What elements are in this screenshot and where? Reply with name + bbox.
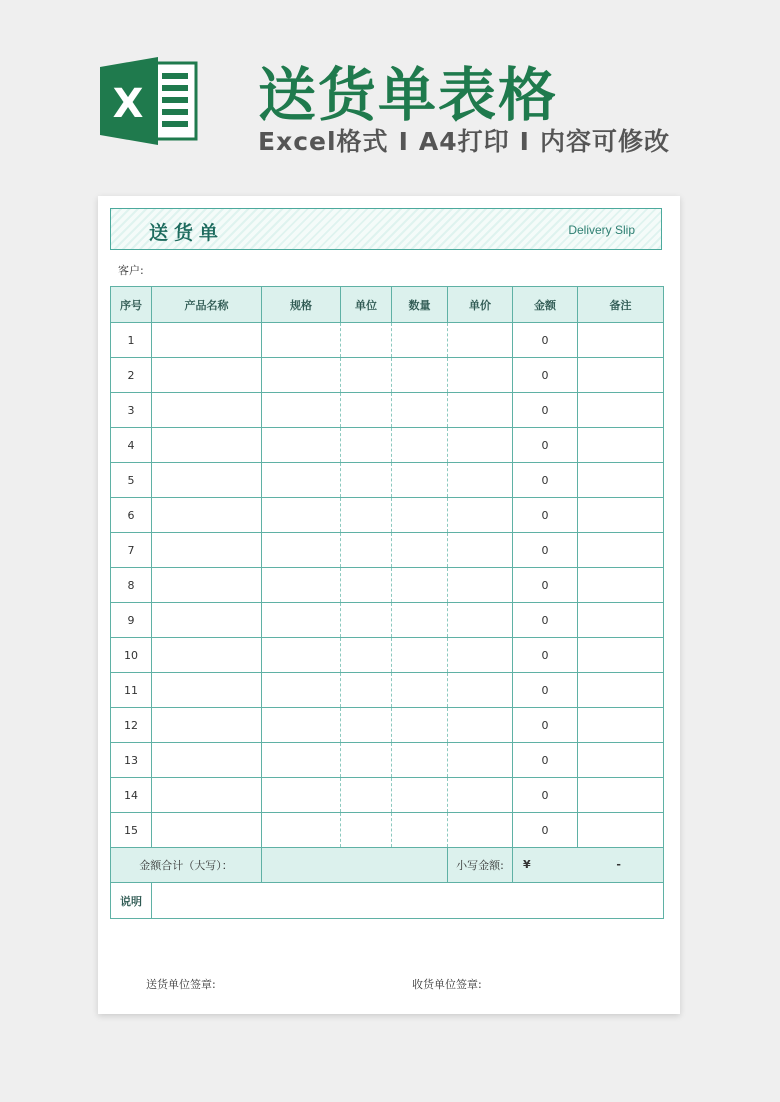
row-spec[interactable] [262,323,341,358]
row-amount: 0 [513,778,578,813]
row-spec[interactable] [262,778,341,813]
row-unit[interactable] [341,358,392,393]
row-price[interactable] [448,358,513,393]
row-remark[interactable] [578,708,664,743]
row-spec[interactable] [262,708,341,743]
row-unit[interactable] [341,498,392,533]
row-no: 7 [111,533,152,568]
row-amount: 0 [513,463,578,498]
row-unit[interactable] [341,463,392,498]
row-remark[interactable] [578,813,664,848]
row-unit[interactable] [341,568,392,603]
row-no: 15 [111,813,152,848]
row-product[interactable] [152,358,262,393]
page-subtitle [258,122,670,158]
total-row [111,848,664,883]
row-product[interactable] [152,778,262,813]
row-no: 11 [111,673,152,708]
row-qty[interactable] [392,358,448,393]
delivery-slip-sheet [98,196,680,1014]
row-unit[interactable] [341,393,392,428]
col-header-spec: 规格 [262,287,341,323]
row-remark[interactable] [578,393,664,428]
row-spec[interactable] [262,603,341,638]
row-product[interactable] [152,708,262,743]
row-unit[interactable] [341,708,392,743]
table-row [111,568,664,603]
row-product[interactable] [152,603,262,638]
total-lower-cell[interactable] [513,848,664,883]
row-remark[interactable] [578,743,664,778]
row-product[interactable] [152,638,262,673]
table-row [111,708,664,743]
row-remark[interactable] [578,428,664,463]
row-amount: 0 [513,813,578,848]
row-no: 13 [111,743,152,778]
total-lower-label: 小写金额: [448,848,513,883]
row-unit[interactable] [341,323,392,358]
row-product[interactable] [152,323,262,358]
row-no: 2 [111,358,152,393]
row-no: 9 [111,603,152,638]
row-amount: 0 [513,393,578,428]
row-amount: 0 [513,673,578,708]
row-no: 10 [111,638,152,673]
col-header-qty: 数量 [392,287,448,323]
row-remark[interactable] [578,603,664,638]
row-unit[interactable] [341,603,392,638]
row-remark[interactable] [578,533,664,568]
total-value: - [616,858,621,871]
row-qty[interactable] [392,393,448,428]
table-row [111,673,664,708]
row-amount: 0 [513,498,578,533]
row-qty[interactable] [392,743,448,778]
subtitle-separator: I [398,127,409,156]
col-header-amount: 金额 [513,287,578,323]
row-spec[interactable] [262,813,341,848]
row-spec[interactable] [262,743,341,778]
row-no: 3 [111,393,152,428]
row-qty[interactable] [392,673,448,708]
row-price[interactable] [448,603,513,638]
row-qty[interactable] [392,708,448,743]
row-qty[interactable] [392,603,448,638]
col-header-no: 序号 [111,287,152,323]
row-no: 6 [111,498,152,533]
table-row [111,428,664,463]
row-unit[interactable] [341,743,392,778]
row-remark[interactable] [578,358,664,393]
row-qty[interactable] [392,533,448,568]
row-unit[interactable] [341,533,392,568]
sheet-banner [110,208,662,250]
row-price[interactable] [448,673,513,708]
row-remark[interactable] [578,323,664,358]
row-price[interactable] [448,743,513,778]
col-header-price: 单价 [448,287,513,323]
table-row [111,358,664,393]
banner-title: 送货单 [149,222,225,244]
row-no: 1 [111,323,152,358]
table-row [111,533,664,568]
row-product[interactable] [152,568,262,603]
note-label: 说明 [111,883,152,919]
row-product[interactable] [152,463,262,498]
row-price[interactable] [448,393,513,428]
excel-logo-icon [100,55,200,147]
row-qty[interactable] [392,568,448,603]
row-product[interactable] [152,533,262,568]
row-amount: 0 [513,323,578,358]
row-no: 12 [111,708,152,743]
table-row [111,813,664,848]
row-price[interactable] [448,638,513,673]
table-row [111,393,664,428]
row-qty[interactable] [392,498,448,533]
row-amount: 0 [513,743,578,778]
row-remark[interactable] [578,638,664,673]
table-row [111,778,664,813]
subtitle-separator: I [519,127,530,156]
row-remark[interactable] [578,498,664,533]
svg-text:X: X [112,81,144,127]
row-product[interactable] [152,393,262,428]
receiver-sign-label: 收货单位签章: [412,978,482,991]
row-price[interactable] [448,778,513,813]
col-header-remark: 备注 [578,287,664,323]
row-qty[interactable] [392,778,448,813]
row-price[interactable] [448,813,513,848]
row-spec[interactable] [262,673,341,708]
row-price[interactable] [448,463,513,498]
row-product[interactable] [152,428,262,463]
row-spec[interactable] [262,498,341,533]
row-unit[interactable] [341,428,392,463]
subtitle-editable: 内容可修改 [539,127,670,156]
page-title: 送货单表格 [258,61,559,129]
sender-sign-label: 送货单位签章: [146,978,216,991]
row-amount: 0 [513,708,578,743]
row-price[interactable] [448,568,513,603]
row-spec[interactable] [262,568,341,603]
row-price[interactable] [448,533,513,568]
row-unit[interactable] [341,778,392,813]
note-cell[interactable] [152,883,664,919]
row-product[interactable] [152,673,262,708]
row-price[interactable] [448,428,513,463]
col-header-unit: 单位 [341,287,392,323]
table-row [111,638,664,673]
row-no: 5 [111,463,152,498]
row-spec[interactable] [262,428,341,463]
table-row [111,498,664,533]
total-upper-cell[interactable] [262,848,448,883]
row-price[interactable] [448,708,513,743]
subtitle-format: Excel格式 [258,127,389,156]
row-remark[interactable] [578,778,664,813]
subtitle-print: A4打印 [418,127,510,156]
row-qty[interactable] [392,463,448,498]
delivery-table [110,286,664,919]
total-upper-label: 金额合计（大写）： [111,848,262,883]
row-amount: 0 [513,638,578,673]
row-no: 8 [111,568,152,603]
row-unit[interactable] [341,638,392,673]
row-qty[interactable] [392,638,448,673]
row-amount: 0 [513,603,578,638]
row-remark[interactable] [578,568,664,603]
row-no: 14 [111,778,152,813]
note-row [111,883,664,919]
row-unit[interactable] [341,813,392,848]
currency-symbol: ¥ [523,858,531,871]
table-row [111,463,664,498]
customer-label: 客户: [118,264,144,277]
row-price[interactable] [448,323,513,358]
row-amount: 0 [513,568,578,603]
row-product[interactable] [152,813,262,848]
row-no: 4 [111,428,152,463]
row-qty[interactable] [392,428,448,463]
row-remark[interactable] [578,463,664,498]
row-product[interactable] [152,498,262,533]
row-qty[interactable] [392,323,448,358]
row-product[interactable] [152,743,262,778]
table-row [111,323,664,358]
row-remark[interactable] [578,673,664,708]
row-spec[interactable] [262,393,341,428]
row-spec[interactable] [262,638,341,673]
row-amount: 0 [513,358,578,393]
row-amount: 0 [513,533,578,568]
row-unit[interactable] [341,673,392,708]
col-header-product: 产品名称 [152,287,262,323]
row-spec[interactable] [262,463,341,498]
row-price[interactable] [448,498,513,533]
row-qty[interactable] [392,813,448,848]
row-spec[interactable] [262,533,341,568]
table-header-row [111,287,664,323]
table-row [111,743,664,778]
banner-subtitle: Delivery Slip [568,223,635,237]
table-row [111,603,664,638]
row-spec[interactable] [262,358,341,393]
row-amount: 0 [513,428,578,463]
